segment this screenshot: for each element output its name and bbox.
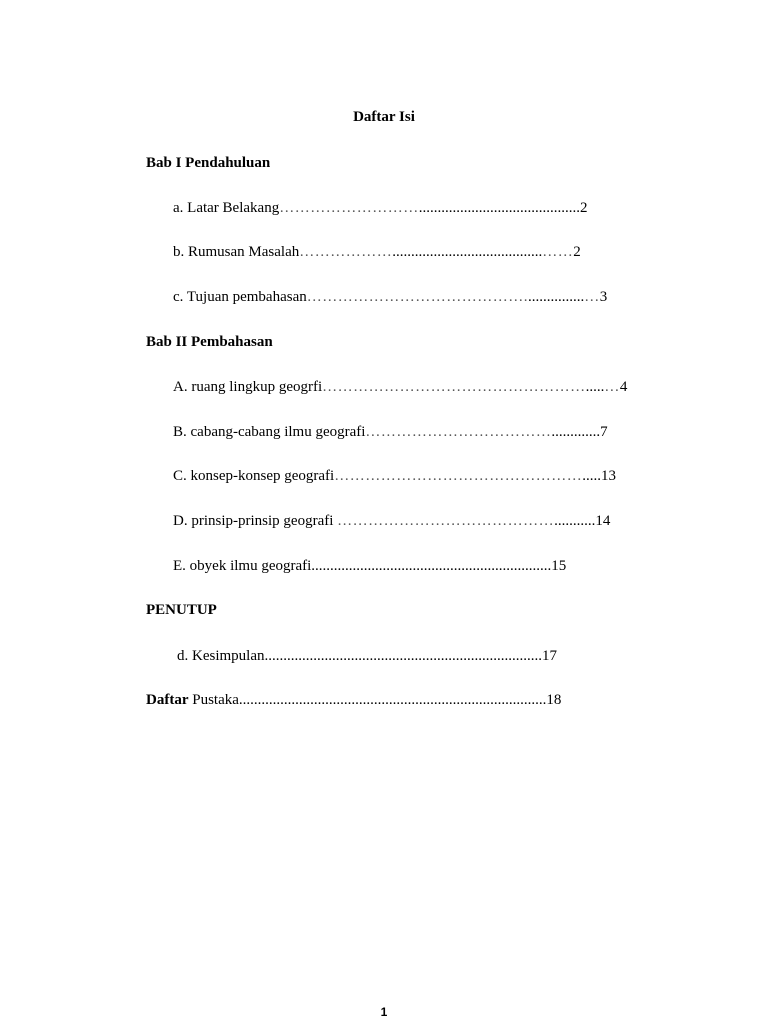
- section-heading-penutup: PENUTUP: [146, 602, 217, 618]
- toc-entry-label-bold: Daftar: [146, 692, 189, 708]
- toc-leader-dots: …: [584, 289, 600, 305]
- toc-leader-dots: ...........................................: [418, 200, 580, 216]
- toc-entry-label: B. cabang-cabang ilmu geografi: [173, 424, 366, 440]
- toc-page-number: 17: [542, 648, 557, 664]
- toc-entry-label: C. konsep-konsep geografi: [173, 468, 335, 484]
- toc-entry-label: A. ruang lingkup geogrfi: [173, 379, 323, 395]
- toc-page-number: 14: [595, 513, 611, 529]
- toc-leader-dots: .....: [585, 379, 605, 395]
- toc-entry-label: D. prinsip-prinsip geografi: [173, 513, 338, 529]
- section-heading-bab-2: Bab II Pembahasan: [146, 334, 273, 350]
- toc-leader-dots: ………………………………: [365, 424, 552, 440]
- toc-entry-label: b. Rumusan Masalah: [173, 244, 300, 260]
- toc-entry-prinsip-prinsip: [173, 512, 610, 530]
- toc-page-number: 4: [619, 379, 628, 395]
- toc-entry-label: E. obyek ilmu geografi: [173, 558, 312, 574]
- toc-entry-label: Pustaka: [188, 692, 239, 708]
- toc-entry-ruang-lingkup: [173, 378, 627, 396]
- toc-entry-label: a. Latar Belakang: [173, 200, 280, 216]
- toc-page-number: 2: [579, 200, 588, 216]
- toc-leader-dots: ……: [542, 244, 574, 260]
- toc-leader-dots: …: [604, 379, 620, 395]
- toc-entry-label: d. Kesimpulan: [177, 648, 265, 664]
- page-footer-number: 1: [380, 1005, 388, 1019]
- toc-leader-dots: …………………………………………: [334, 468, 583, 484]
- toc-leader-dots: ................................................................: [311, 558, 552, 574]
- toc-entry-label: c. Tujuan pembahasan: [173, 289, 307, 305]
- toc-entry-tujuan-pembahasan: [173, 288, 607, 306]
- toc-leader-dots: ……………………………………: [337, 513, 555, 529]
- toc-leader-dots: ..................................................................................: [238, 692, 547, 708]
- toc-entry-konsep-konsep: [173, 467, 616, 485]
- section-heading-bab-1: Bab I Pendahuluan: [146, 155, 271, 171]
- toc-entry-kesimpulan: [177, 647, 557, 665]
- toc-leader-dots: …………………………………….: [306, 289, 528, 305]
- toc-leader-dots: ………………: [299, 244, 393, 260]
- toc-entry-daftar-pustaka: [146, 691, 561, 709]
- toc-leader-dots: ........................................: [392, 244, 543, 260]
- toc-leader-dots: ...............: [527, 289, 585, 305]
- toc-leader-dots: ..........................................................................: [264, 648, 542, 664]
- toc-leader-dots: ...........: [554, 513, 596, 529]
- toc-page-number: 3: [599, 289, 608, 305]
- toc-page-number: 15: [551, 558, 567, 574]
- toc-page-number: 13: [600, 468, 616, 484]
- toc-entry-latar-belakang: [173, 199, 587, 217]
- toc-entry-cabang-cabang: [173, 423, 608, 441]
- toc-entry-obyek-ilmu: [173, 557, 566, 575]
- toc-entry-rumusan-masalah: [173, 243, 581, 261]
- toc-leader-dots: .............: [551, 424, 601, 440]
- toc-page-number: 18: [546, 692, 562, 708]
- toc-leader-dots: .....: [582, 468, 601, 484]
- toc-page-number: 7: [600, 424, 608, 440]
- toc-leader-dots: ………………………: [279, 200, 419, 216]
- page-title: Daftar Isi: [353, 109, 415, 125]
- toc-leader-dots: ……………………………………………: [322, 379, 586, 395]
- toc-page-number: 2: [573, 244, 581, 260]
